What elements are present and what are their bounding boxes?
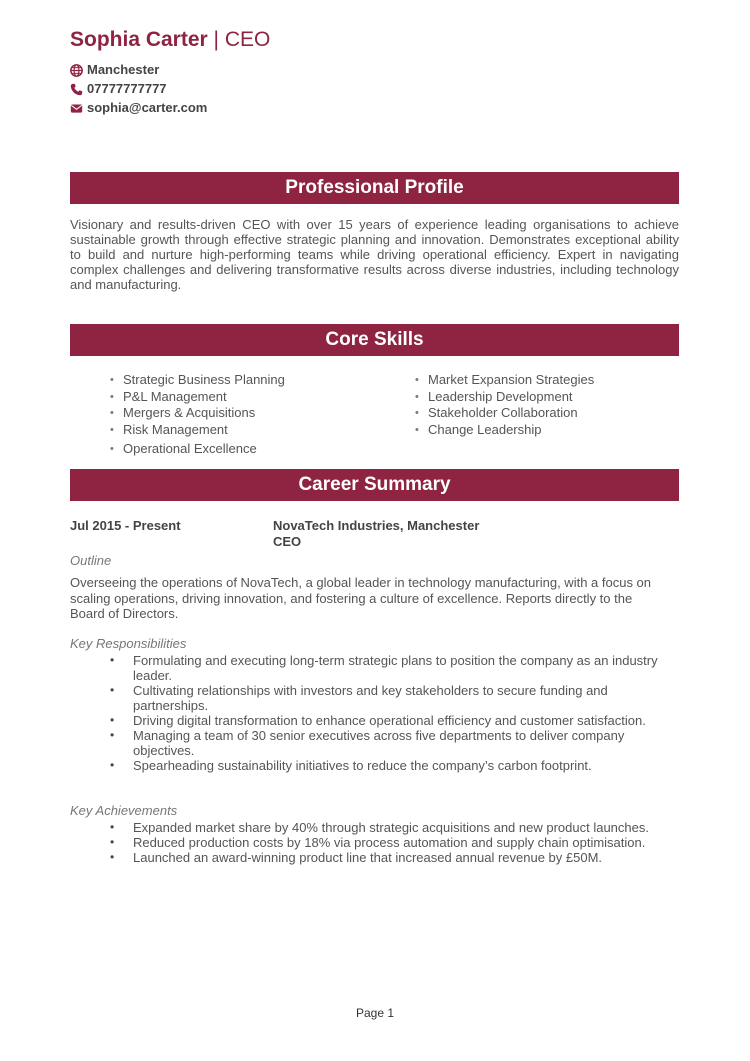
achievements-heading: Key Achievements bbox=[70, 803, 178, 818]
list-item: • Market Expansion Strategies bbox=[415, 372, 594, 389]
skills-list-right bbox=[415, 372, 594, 438]
list-item: • Stakeholder Collaboration bbox=[415, 405, 594, 422]
achievements-list bbox=[133, 820, 678, 865]
list-item: • Leadership Development bbox=[415, 389, 594, 406]
list-item: • Cultivating relationships with investors and key stakeholders to secure funding and partnerships. bbox=[133, 683, 678, 713]
page-title bbox=[70, 27, 270, 53]
list-item: • Reduced production costs by 18% via process automation and supply chain optimisation. bbox=[133, 835, 678, 850]
profile-summary: Visionary and results-driven CEO with over 15 years of experience leading organisations to achieve sustainable growth through effective strategic planning and innovation. Demonstrates exceptional ability to build and nurture high-performing teams while driving operational efficiency. Expert in navigating complex challenges and delivering transformative results across diverse industries, including technology and manufacturing. bbox=[70, 217, 679, 292]
candidate-role: CEO bbox=[224, 28, 271, 51]
list-item: • Formulating and executing long-term strategic plans to position the company as an industry leader. bbox=[133, 653, 678, 683]
section-header-career: Career Summary bbox=[70, 469, 679, 501]
job-dates: Jul 2015 - Present bbox=[70, 518, 181, 533]
list-item: • Launched an award-winning product line that increased annual revenue by £50M. bbox=[133, 850, 678, 865]
job-company: NovaTech Industries, Manchester bbox=[273, 518, 480, 533]
list-item: • Risk Management bbox=[110, 422, 285, 439]
skills-list-left bbox=[110, 372, 285, 438]
globe-icon bbox=[70, 64, 83, 77]
job-title: CEO bbox=[273, 534, 302, 549]
list-item: • P&L Management bbox=[110, 389, 285, 406]
job-outline: Overseeing the operations of NovaTech, a global leader in technology manufacturing, with a focus on scaling operations, driving innovation, and fostering a culture of excellence. Reports directly to the Board of Directors. bbox=[70, 575, 652, 621]
responsibilities-heading: Key Responsibilities bbox=[70, 636, 187, 651]
phone-icon bbox=[70, 83, 83, 96]
location-text: Manchester bbox=[87, 62, 160, 77]
envelope-icon bbox=[70, 102, 83, 115]
outline-heading: Outline bbox=[70, 553, 112, 568]
title-separator: | bbox=[213, 28, 220, 51]
page-number: Page 1 bbox=[355, 1006, 395, 1020]
candidate-name: Sophia Carter bbox=[70, 28, 208, 51]
phone-text[interactable]: 07777777777 bbox=[87, 81, 167, 96]
list-item: • Strategic Business Planning bbox=[110, 372, 285, 389]
contact-phone bbox=[70, 81, 167, 97]
list-item: • Expanded market share by 40% through strategic acquisitions and new product launches. bbox=[133, 820, 678, 835]
list-item: • Mergers & Acquisitions bbox=[110, 405, 285, 422]
contact-location bbox=[70, 62, 159, 78]
contact-email bbox=[70, 100, 207, 116]
list-item: • Operational Excellence bbox=[110, 441, 257, 457]
list-item: • Managing a team of 30 senior executives across five departments to deliver company objectives. bbox=[133, 728, 678, 758]
email-text[interactable]: sophia@carter.com bbox=[87, 100, 208, 115]
section-header-profile: Professional Profile bbox=[70, 172, 679, 204]
responsibilities-list bbox=[133, 653, 678, 773]
list-item: • Change Leadership bbox=[415, 422, 594, 439]
list-item: • Driving digital transformation to enhance operational efficiency and customer satisfaction. bbox=[133, 713, 678, 728]
section-header-skills: Core Skills bbox=[70, 324, 679, 356]
list-item: • Spearheading sustainability initiatives to reduce the company’s carbon footprint. bbox=[133, 758, 678, 773]
